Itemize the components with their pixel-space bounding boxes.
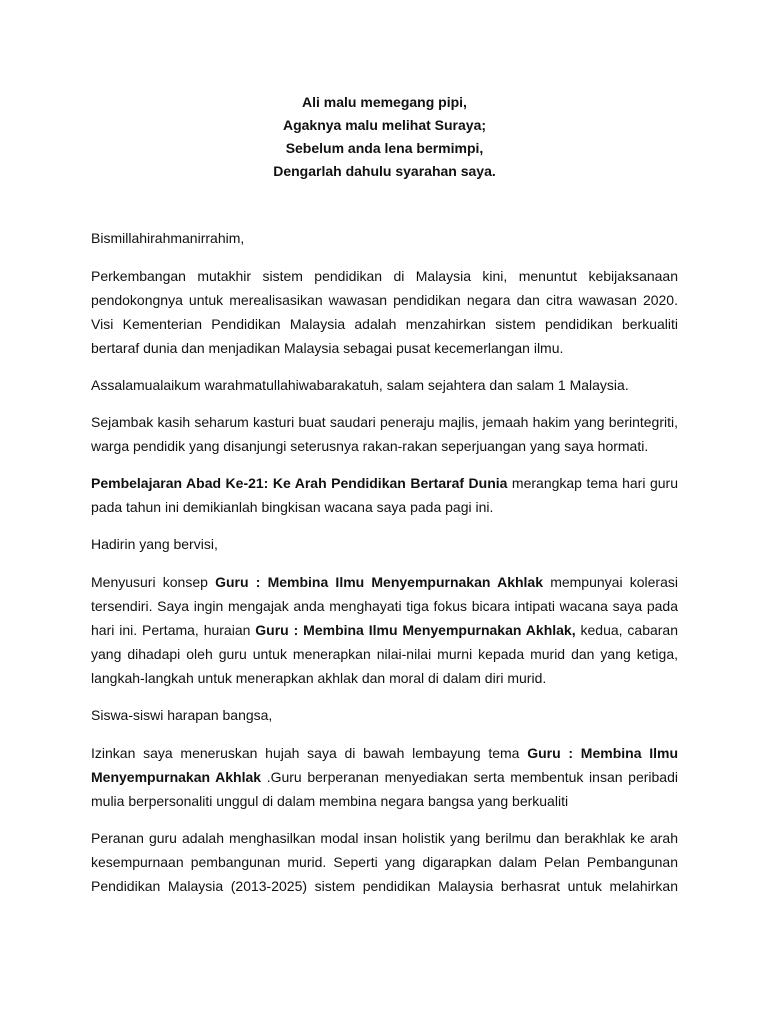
opening-poem <box>91 0 678 183</box>
konsep-text-1: Menyusuri konsep <box>91 574 216 590</box>
paragraph-izinkan <box>91 741 678 813</box>
theme-title: Pembelajaran Abad Ke-21: Ke Arah Pendidikan Bertaraf Dunia <box>91 475 508 491</box>
paragraph-peranan: Peranan guru adalah menghasilkan modal insan holistik yang berilmu dan berakhlak ke arah kesempurnaan pembangunan murid. Seperti yang digarapkan dalam Pelan Pembangunan Pendidikan Malaysia (2013-2025) sistem pendidikan Malaysia berhasrat untuk melahirkan <box>91 830 678 894</box>
poem-line-1: Ali malu memegang pipi, <box>302 94 467 110</box>
konsep-text-2: mempunyai kolerasi tersendiri. Saya ingin mengajak anda menghayati tiga fokus bicara intipati wacana saya pada hari ini. Pertama, huraian <box>91 574 678 638</box>
poem-line-3: Sebelum anda lena bermimpi, <box>285 140 484 156</box>
izinkan-bold-1: Guru : Membina Ilmu Menyempurnakan Akhlak <box>91 745 678 785</box>
poem-line-4: Dengarlah dahulu syarahan saya. <box>273 163 496 179</box>
paragraph-intro: Perkembangan mutakhir sistem pendidikan di Malaysia kini, menuntut kebijaksanaan pendokongnya untuk merealisasikan wawasan pendidikan negara dan citra wawasan 2020. Visi Kementerian Pendidikan Malaysia adalah menzahirkan sistem pendidikan berkualiti bertaraf dunia dan menjadikan Malaysia sebagai pusat kecemerlangan ilmu. <box>91 268 678 356</box>
izinkan-text-1: Izinkan saya meneruskan hujah saya di bawah lembayung tema <box>91 745 528 761</box>
poem-line-2: Agaknya malu melihat Suraya; <box>282 117 487 133</box>
greeting-siswa: Siswa-siswi harapan bangsa, <box>91 707 273 723</box>
greeting-hadirin: Hadirin yang bervisi, <box>91 536 218 552</box>
paragraph-konsep <box>91 570 678 690</box>
izinkan-text-2: .Guru berperanan menyediakan serta membentuk insan peribadi mulia berpersonaliti unggul di dalam membina negara bangsa yang berkualiti <box>91 769 678 809</box>
greeting-bismillah: Bismillahirahmanirrahim, <box>91 230 245 246</box>
konsep-text-3: kedua, cabaran yang dihadapi oleh guru untuk menerapkan nilai-nilai murni kepada murid dan yang ketiga, langkah-langkah untuk menerapkan akhlak dan moral di dalam diri murid. <box>91 622 679 686</box>
theme-rest: merangkap tema hari guru pada tahun ini demikianlah bingkisan wacana saya pada pagi ini. <box>91 475 678 515</box>
konsep-bold-1: Guru : Membina Ilmu Menyempurnakan Akhlak <box>215 574 544 590</box>
greeting-salam: Assalamualaikum warahmatullahiwabarakatuh, salam sejahtera dan salam 1 Malaysia. <box>91 377 629 393</box>
konsep-bold-2: Guru : Membina Ilmu Menyempurnakan Akhlak, <box>255 622 576 638</box>
paragraph-sejambak: Sejambak kasih seharum kasturi buat saudari peneraju majlis, jemaah hakim yang berintegriti, warga pendidik yang disanjungi seterusnya rakan-rakan seperjuangan yang saya hormati. <box>91 414 678 454</box>
paragraph-tema <box>91 471 678 519</box>
